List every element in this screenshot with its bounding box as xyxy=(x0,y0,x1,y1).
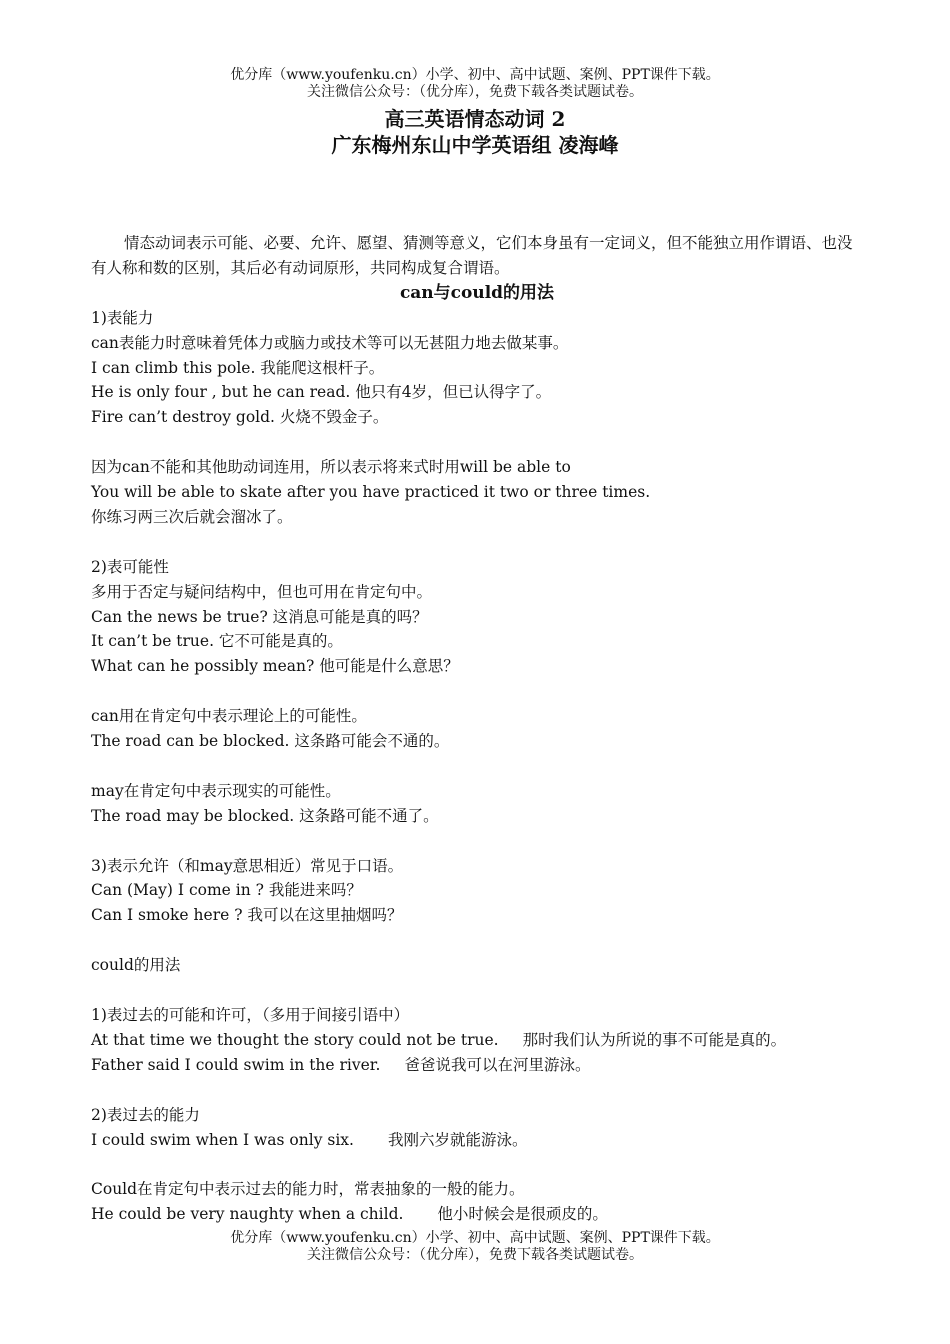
blank-line xyxy=(91,1078,863,1103)
blank-line xyxy=(91,928,863,953)
text-line: The road can be blocked. 这条路可能会不通的。 xyxy=(91,732,450,751)
text-line xyxy=(91,1128,863,1153)
document-title xyxy=(0,106,950,158)
text-line: can用在肯定句中表示理论上的可能性。 xyxy=(91,707,367,726)
chinese-translation: 那时我们认为所说的事不可能是真的。 xyxy=(522,1030,787,1049)
blank-line xyxy=(91,679,863,704)
title-line-1: 高三英语情态动词 2 xyxy=(384,107,566,131)
text-line: 2)表过去的能力 xyxy=(91,1105,200,1124)
text-line: You will be able to skate after you have practiced it two or three times. xyxy=(91,483,651,502)
text-line: Fire can’t destroy gold. 火烧不毁金子。 xyxy=(91,408,389,427)
text-line: could的用法 xyxy=(91,956,181,975)
header-line-1: 优分库（www.youfenku.cn）小学、初中、高中试题、案例、PPT课件下载。 xyxy=(230,67,720,83)
text-line: 1)表能力 xyxy=(91,308,154,327)
text-line: The road may be blocked. 这条路可能不通了。 xyxy=(91,806,439,825)
text-line: Can I smoke here ? 我可以在这里抽烟吗？ xyxy=(91,906,403,925)
text-line: 因为can不能和其他助动词连用，所以表示将来式时用will be able to xyxy=(91,458,571,477)
chinese-translation: 爸爸说我可以在河里游泳。 xyxy=(404,1055,591,1074)
section-title: can与could的用法 xyxy=(399,282,555,303)
text-line: may在肯定句中表示现实的可能性。 xyxy=(91,781,341,800)
text-line: I can climb this pole. 我能爬这根杆子。 xyxy=(91,358,385,377)
intro-paragraph: 情态动词表示可能、必要、允许、愿望、猜测等意义，它们本身虽有一定词义，但不能独立用作谓语、也没有人称和数的区别，其后必有动词原形，共同构成复合谓语。 xyxy=(91,234,853,277)
text-line: 你练习两三次后就会溜冰了。 xyxy=(91,507,293,526)
title-line-2: 广东梅州东山中学英语组 凌海峰 xyxy=(331,133,619,157)
english-sentence: Father said I could swim in the river. xyxy=(91,1055,381,1074)
chinese-translation: 他小时候会是很顽皮的。 xyxy=(437,1205,608,1224)
document-body xyxy=(91,231,863,1227)
blank-line xyxy=(91,754,863,779)
text-line: What can he possibly mean? 他可能是什么意思？ xyxy=(91,657,459,676)
footer-line-2: 关注微信公众号：（优分库），免费下载各类试题试卷。 xyxy=(307,1247,643,1263)
english-sentence: He could be very naughty when a child. xyxy=(91,1205,404,1224)
text-line xyxy=(91,1202,863,1227)
text-line: Could在肯定句中表示过去的能力时，常表抽象的一般的能力。 xyxy=(91,1180,525,1199)
text-line xyxy=(91,1028,863,1053)
header-line-2: 关注微信公众号：（优分库），免费下载各类试题试卷。 xyxy=(307,84,643,100)
text-line: 3)表示允许（和may意思相近）常见于口语。 xyxy=(91,856,404,875)
text-line: can表能力时意味着凭体力或脑力或技术等可以无甚阻力地去做某事。 xyxy=(91,333,569,352)
text-line: He is only four , but he can read. 他只有4岁，但已认得字了。 xyxy=(91,383,552,402)
blank-line xyxy=(91,978,863,1003)
page-footer xyxy=(0,1230,950,1264)
blank-line xyxy=(91,530,863,555)
text-line: 1)表过去的可能和许可，（多用于间接引语中） xyxy=(91,1005,410,1024)
text-line: Can the news be true? 这消息可能是真的吗？ xyxy=(91,607,428,626)
blank-line xyxy=(91,1152,863,1177)
footer-line-1: 优分库（www.youfenku.cn）小学、初中、高中试题、案例、PPT课件下载。 xyxy=(230,1230,720,1246)
text-line: 多用于否定与疑问结构中，但也可用在肯定句中。 xyxy=(91,582,433,601)
text-line: Can (May) I come in ? 我能进来吗？ xyxy=(91,881,362,900)
english-sentence: I could swim when I was only six. xyxy=(91,1130,354,1149)
blank-line xyxy=(91,430,863,455)
text-line xyxy=(91,1053,863,1078)
text-line: It can’t be true. 它不可能是真的。 xyxy=(91,632,343,651)
text-line: 2)表可能性 xyxy=(91,557,169,576)
blank-line xyxy=(91,829,863,854)
chinese-translation: 我刚六岁就能游泳。 xyxy=(387,1130,528,1149)
english-sentence: At that time we thought the story could not be true. xyxy=(91,1030,499,1049)
page-header xyxy=(0,67,950,101)
